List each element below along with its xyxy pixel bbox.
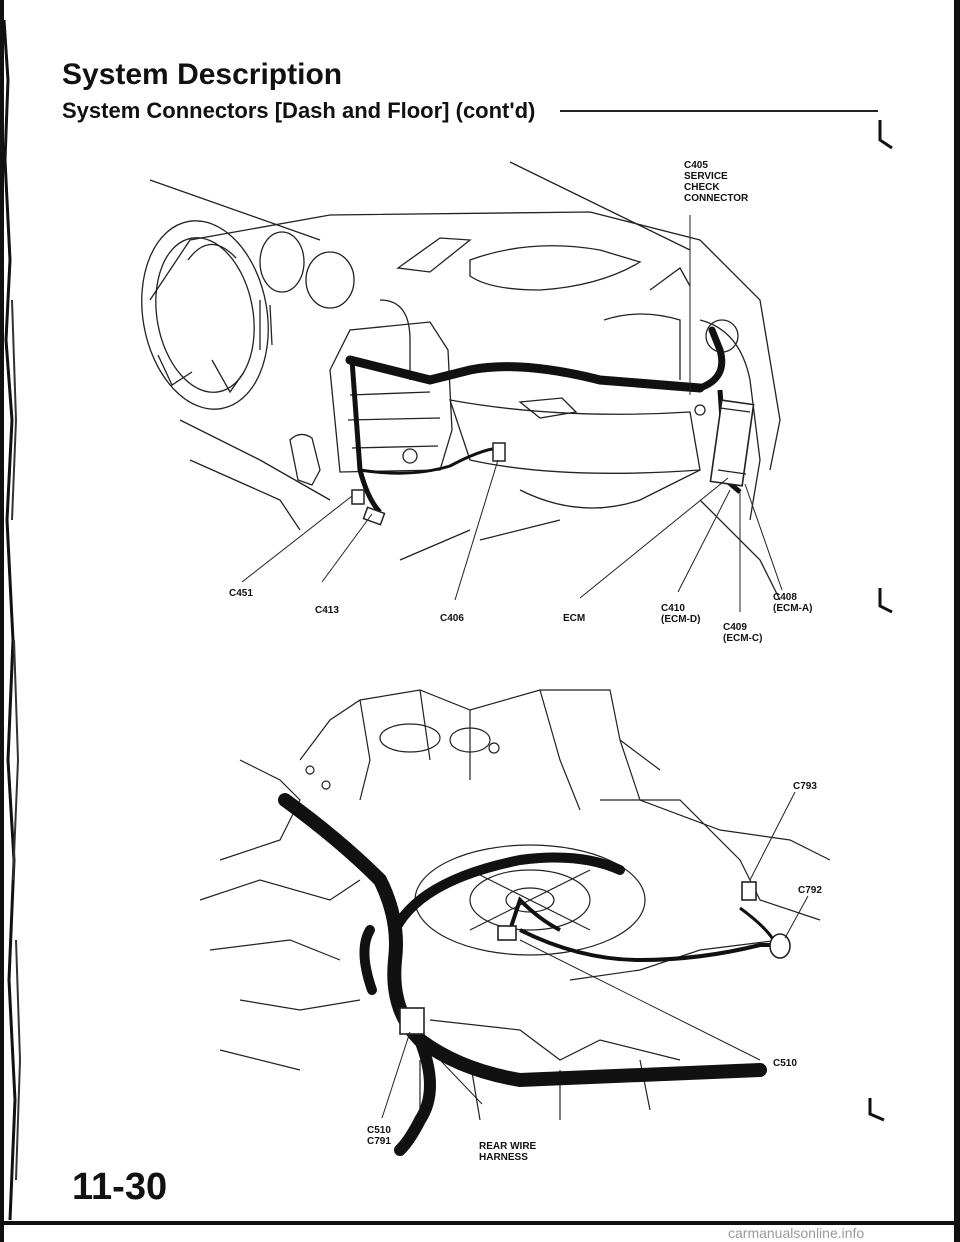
label-c792: C792 [798,885,822,896]
label-c413: C413 [315,605,339,616]
label-c510-c791: C510 C791 [367,1125,391,1147]
page-title: System Description [62,58,343,91]
label-c409: C409 (ECM-C) [723,622,763,644]
watermark-text: carmanualsonline.info [728,1225,865,1241]
label-c510-right: C510 [773,1058,797,1069]
label-c405: C405 SERVICE CHECK CONNECTOR [684,160,749,204]
label-c793: C793 [793,781,817,792]
label-c408: C408 (ECM-A) [773,592,813,614]
label-c406: C406 [440,613,464,624]
label-ecm: ECM [563,613,586,624]
label-rear-wire-harness: REAR WIRE HARNESS [479,1141,537,1163]
label-c410: C410 (ECM-D) [661,603,701,625]
label-c451: C451 [229,588,253,599]
page-number: 11-30 [72,1166,168,1208]
section-title: System Connectors [Dash and Floor] (cont'd) [62,98,536,123]
